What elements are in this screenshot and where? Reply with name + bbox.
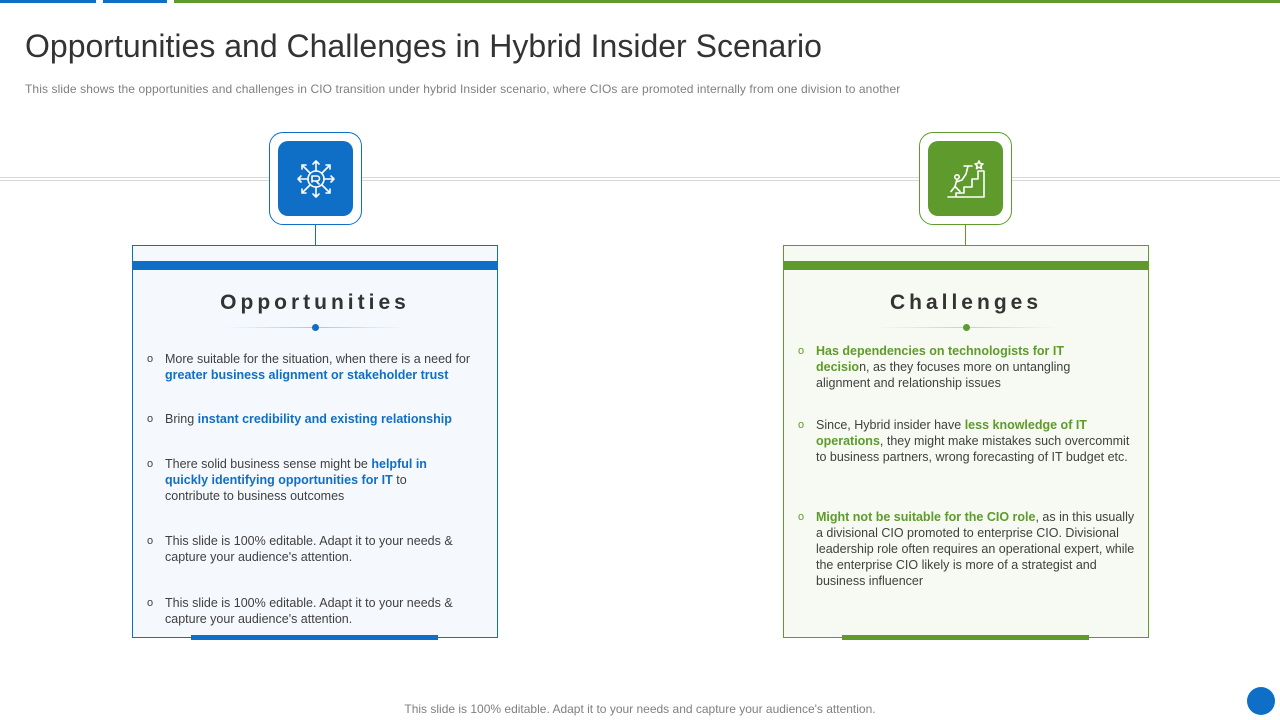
bullet-marker: o [147, 458, 154, 470]
opportunities-connector [315, 225, 316, 246]
bullet-marker: o [798, 345, 805, 357]
page-subtitle: This slide shows the opportunities and challenges in CIO transition under hybrid Insider scenario, where CIOs are promoted internally from one division to another [25, 82, 901, 96]
top-accent-bar-1 [0, 0, 96, 3]
divider-line [0, 180, 1280, 181]
challenges-title: Challenges [889, 291, 1043, 314]
divider-line [0, 177, 1280, 178]
card-header-band [784, 261, 1148, 270]
top-accent-bar-3 [174, 0, 1280, 3]
card-header-band [133, 261, 497, 270]
challenges-connector [965, 225, 966, 246]
bullet-marker: o [798, 511, 805, 523]
network-hub-icon [278, 141, 353, 216]
card-bottom-bar [842, 635, 1089, 640]
bullet-marker: o [147, 597, 154, 609]
opportunity-item: o Bring instant credibility and existing relationship [147, 412, 452, 426]
opportunities-icon-frame [269, 132, 362, 225]
opportunity-item: o There solid business sense might be helpful in quickly identifying opportunities for IT to contribute to business outcomes [147, 457, 427, 503]
bullet-marker: o [147, 353, 154, 365]
challenges-icon-frame [919, 132, 1012, 225]
opportunity-item: o More suitable for the situation, when there is a need for greater business alignment or stakeholder trust [147, 352, 471, 382]
title-dot [312, 324, 319, 331]
opportunity-item: o This slide is 100% editable. Adapt it to your needs & capture your audience's attention. [147, 596, 453, 626]
card-bottom-bar [191, 635, 438, 640]
challenge-item: o Since, Hybrid insider have less knowledge of IT operations, they might make mistakes such overcommit to business partners, wrong forecasting of IT budget etc. [798, 418, 1130, 464]
bullet-marker: o [798, 419, 805, 431]
challenge-item: o Might not be suitable for the CIO role, as in this usually a divisional CIO promoted to enterprise CIO. Divisional leadership role often requires an operational expert, while the enterprise CIO likely is more of a strategist and business influencer [798, 510, 1135, 588]
page-title: Opportunities and Challenges in Hybrid Insider Scenario [25, 28, 822, 64]
climbing-stairs-icon [928, 141, 1003, 216]
opportunity-item: o This slide is 100% editable. Adapt it to your needs & capture your audience's attention. [147, 534, 453, 564]
footer-note: This slide is 100% editable. Adapt it to your needs and capture your audience's attention. [404, 702, 876, 716]
opportunities-title: Opportunities [220, 291, 410, 314]
slide-nav-button[interactable] [1247, 687, 1275, 715]
bullet-marker: o [147, 413, 154, 425]
challenge-item: o Has dependencies on technologists for IT decision, as they focuses more on untangling alignment and relationship issues [798, 344, 1071, 390]
challenges-card [783, 245, 1149, 638]
title-dot [963, 324, 970, 331]
bullet-marker: o [147, 535, 154, 547]
opportunities-card [132, 245, 498, 638]
top-accent-bar-2 [103, 0, 167, 3]
